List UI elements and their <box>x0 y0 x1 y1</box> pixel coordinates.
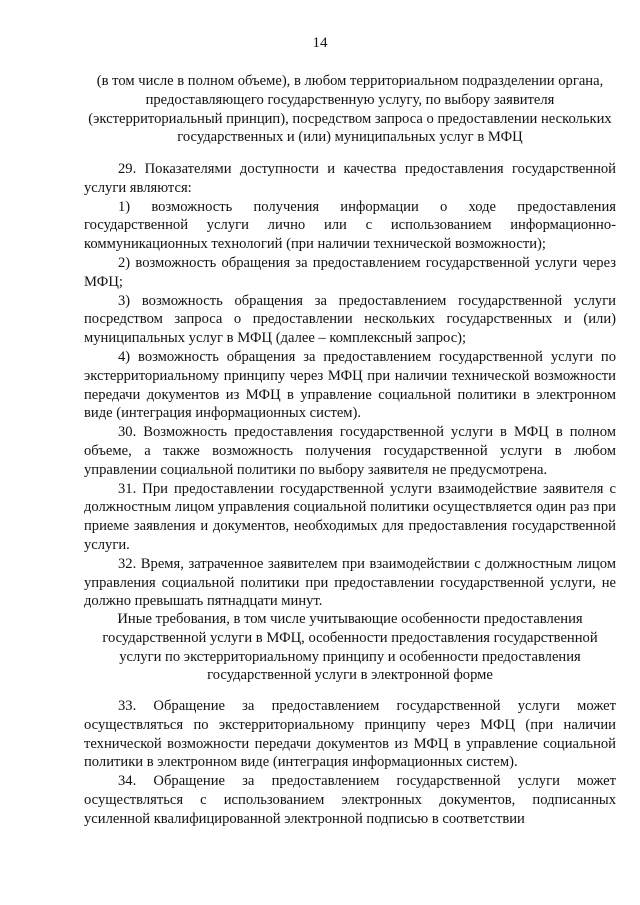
paragraph-34: 34. Обращение за предоставлением государственной услуги может осуществляться с использованием электронных документов, подписанных усиленной квалифицированной электронной подписью в соответствии <box>84 773 616 827</box>
paragraph-29-2: 2) возможность обращения за предоставлением государственной услуги через МФЦ; <box>84 254 616 290</box>
paragraph-29-4: 4) возможность обращения за предоставлением государственной услуги по экстерриториальному принципу через МФЦ при наличии технической возможности передачи документов из МФЦ в управление социальной политики в электронном виде (интеграция информационных систем). <box>84 348 616 422</box>
paragraph-31: 31. При предоставлении государственной услуги взаимодействие заявителя с должностным лицом управления социальной политики осуществляется один раз при приеме заявления и документов, необходимых для предоставления государственной услуги. <box>84 480 616 553</box>
paragraph-29: 29. Показателями доступности и качества предоставления государственной услуги являются: <box>84 161 616 196</box>
paragraph-30: 30. Возможность предоставления государственной услуги в МФЦ в полном объеме, а также возможность получения государственной услуги в любом управлении социальной политики по выбору заявителя не предусмотрена. <box>84 424 616 478</box>
paragraph-group-1 <box>84 160 616 611</box>
page-number: 14 <box>312 35 328 51</box>
intro-paragraph: (в том числе в полном объеме), в любом территориальном подразделении органа, предоставляющего государственную услугу, по выбору заявителя (экстерриториальный принцип), посредством запроса о предоставлении нескольких государственных и (или) муниципальных услуг в МФЦ <box>88 73 612 146</box>
paragraph-32: 32. Время, затраченное заявителем при взаимодействии с должностным лицом управления социальной политики при предоставлении государственной услуги, не должно превышать пятнадцати минут. <box>84 555 616 610</box>
paragraph-29-3: 3) возможность обращения за предоставлением государственной услуги посредством запроса о предоставлении нескольких государственных и (или) муниципальных услуг в МФЦ (далее – комплексный запрос); <box>84 292 616 347</box>
paragraph-29-1: 1) возможность получения информации о ходе предоставления государственной услуги лично или с использованием информационно-коммуникационных технологий (при наличии технической возможности); <box>84 198 616 253</box>
paragraph-group-2 <box>84 697 616 829</box>
paragraph-33: 33. Обращение за предоставлением государственной услуги может осуществляться по экстерриториальному принципу через МФЦ (при наличии технической возможности передачи документов из МФЦ в управление социальной политики в электронном виде (интеграция информационных систем). <box>84 698 616 771</box>
section-heading: Иные требования, в том числе учитывающие особенности предоставления государственной услуги в МФЦ, особенности предоставления государственной услуги по экстерриториальному принципу и особенности предоставления государственной услуги в электронной форме <box>102 611 598 684</box>
